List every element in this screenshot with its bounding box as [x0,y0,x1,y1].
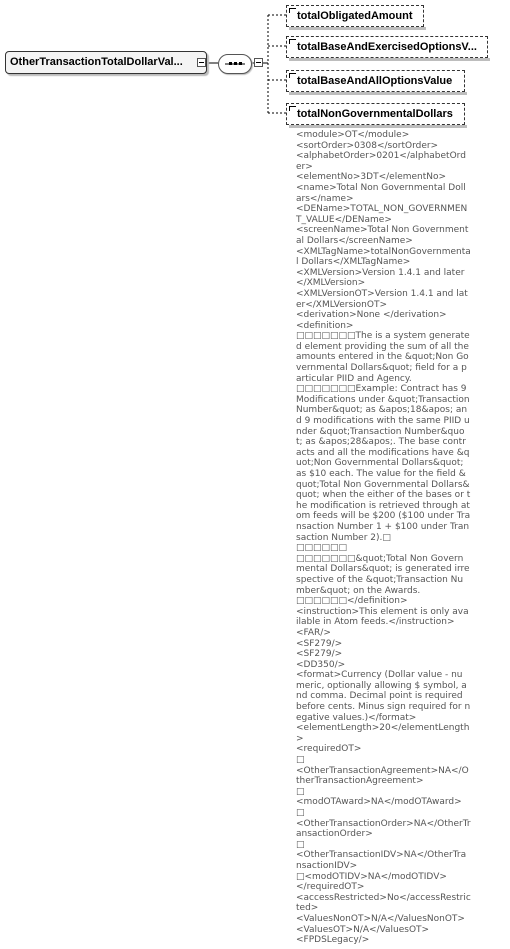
child-element-box[interactable] [286,103,465,125]
child-element-label: totalBaseAndExercisedOptionsV... [297,41,477,53]
element-icon [289,8,296,13]
child-element-label: totalBaseAndAllOptionsValue [297,75,453,87]
element-icon [289,106,296,111]
box-shadow [289,27,426,30]
child-element-label: totalObligatedAmount [297,10,413,22]
root-element-label: OtherTransactionTotalDollarVal... [10,56,183,68]
root-element-box[interactable] [5,51,207,74]
box-shadow [289,125,467,128]
child-element-box[interactable] [286,36,488,58]
element-icon [289,73,296,78]
box-shadow [289,58,490,61]
sequence-compositor [218,54,252,74]
collapse-icon[interactable] [197,58,206,67]
documentation-annotation: <module>OT</module> <sortOrder>0308</sortOrder> <alphabetOrder>0201</alphabetOrder> <elementNo>3DT</elementNo> <name>Total Non Governmental Dollars</name> <DEName>TOTAL_NON_GOVERNMENT_VALUE</DEName> <screenName>Total Non Governmental Dollars</screenName> <XMLTagName>totalNonGovernmental Dollars</XMLTagName> <XMLVersion>Version 1.4.1 and later</XMLVersion> <XMLVersionOT>Version 1.4.1 and later</XMLVersionOT> <derivation>None </derivation> <definition> □□□□□□□The is a system generated element providing the sum of all the amounts entered in the &quot;Non Governmental Dollars&quot; field for a particular PIID and Agency. □□□□□□□Example: Contract has 9 Modifications under &quot;Transaction Number&quot; as &apos;18&apos; and 9 modifications with the same PIID under &quot;Transaction Number&quot; as &apos;28&apos;. The base contracts and all the modifications have &quot;Non Governmental Dollars&quot; as $10 each. The value for the field &quot;Total Non Governmental Dollars&quot; when the either of the bases or the modification is retrieved through atom feeds will be $200 ($100 under Transaction Number 1 + $100 under Transaction Number 2).□ □□□□□□ □□□□□□□&quot;Total Non Governmental Dollars&quot; is generated irrespective of the &quot;Transaction Number&quot; on the Awards. □□□□□□</definition> <instruction>This element is only available in Atom feeds.</instruction> <FAR/> <SF279/> <SF279/> <DD350/> <format>Currency (Dollar value - numeric, optionally allowing $ symbol, and comma. Decimal point is required before cents. Minus sign required for negative values.)</format> <elementLength>20</elementLength> <requiredOT> □ <OtherTransactionAgreement>NA</OtherTransactionAgreement> □ <modOTAward>NA</modOTAward> □ <OtherTransactionOrder>NA</OtherTransactionOrder> □ <OtherTransactionIDV>NA</OtherTransactionIDV> □<modOTIDV>NA</modOTIDV> </requiredOT> <accessRestricted>No</accessRestricted> <ValuesNonOT>N/A</ValuesNonOT> <ValuesOT>N/A</ValuesOT> <FPDSLegacy/> [296,130,471,946]
collapse-icon[interactable] [254,58,263,67]
child-element-box[interactable] [286,70,465,92]
sequence-icon [225,58,245,70]
box-shadow [289,92,467,95]
child-element-box[interactable] [286,5,424,27]
child-element-label: totalNonGovernmentalDollars [297,108,453,120]
element-icon [289,39,296,44]
